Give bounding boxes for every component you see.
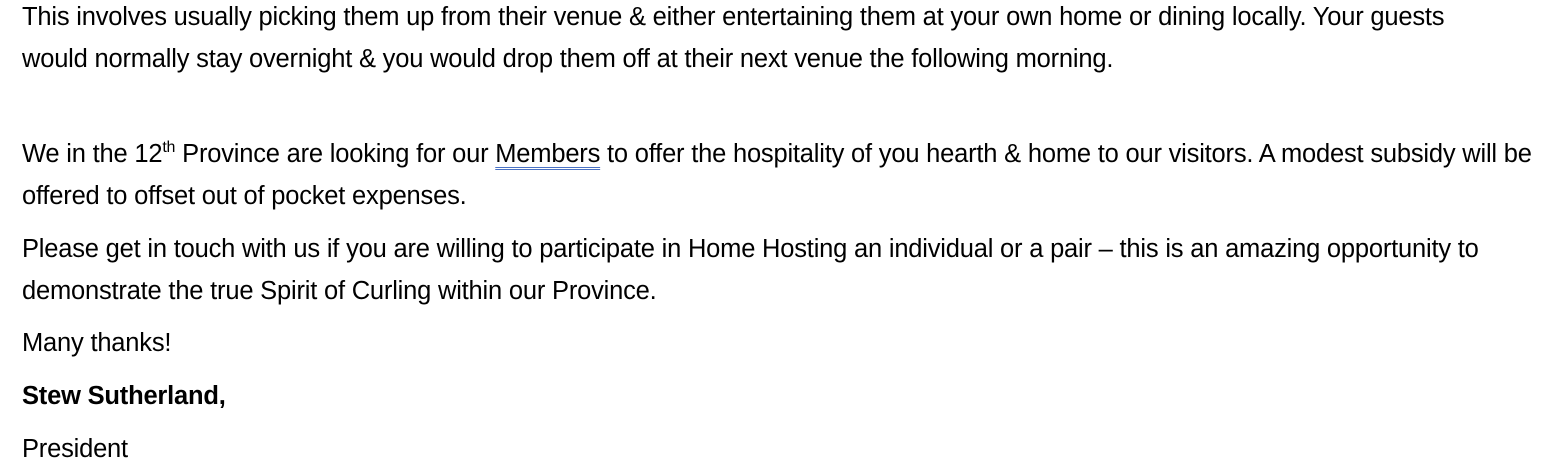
paragraph-thanks: Many thanks! — [22, 329, 172, 357]
signature-title: President — [22, 435, 128, 463]
text-segment: Province are looking for our — [175, 140, 496, 168]
signature-name: Stew Sutherland, — [22, 382, 226, 410]
text-segment: to offer the hospitality of you hearth & home to our visitors. A modest subsidy will be offered to offset out of pocket expenses. — [22, 140, 1532, 210]
paragraph-members-request — [22, 133, 1542, 217]
text-segment: We in the 12 — [22, 140, 163, 168]
paragraph-hosting-description: This involves usually picking them up from their venue & either entertaining them at your own home or dining locally. Your guests would normally stay overnight & you would drop them off at their next venue the following morning. — [22, 3, 1445, 73]
ordinal-superscript: th — [162, 139, 176, 156]
paragraph-participation: Please get in touch with us if you are willing to participate in Home Hosting an individual or a pair – this is an amazing opportunity to demonstrate the true Spirit of Curling within our Province. — [22, 235, 1479, 305]
members-link[interactable]: Members — [495, 140, 601, 168]
